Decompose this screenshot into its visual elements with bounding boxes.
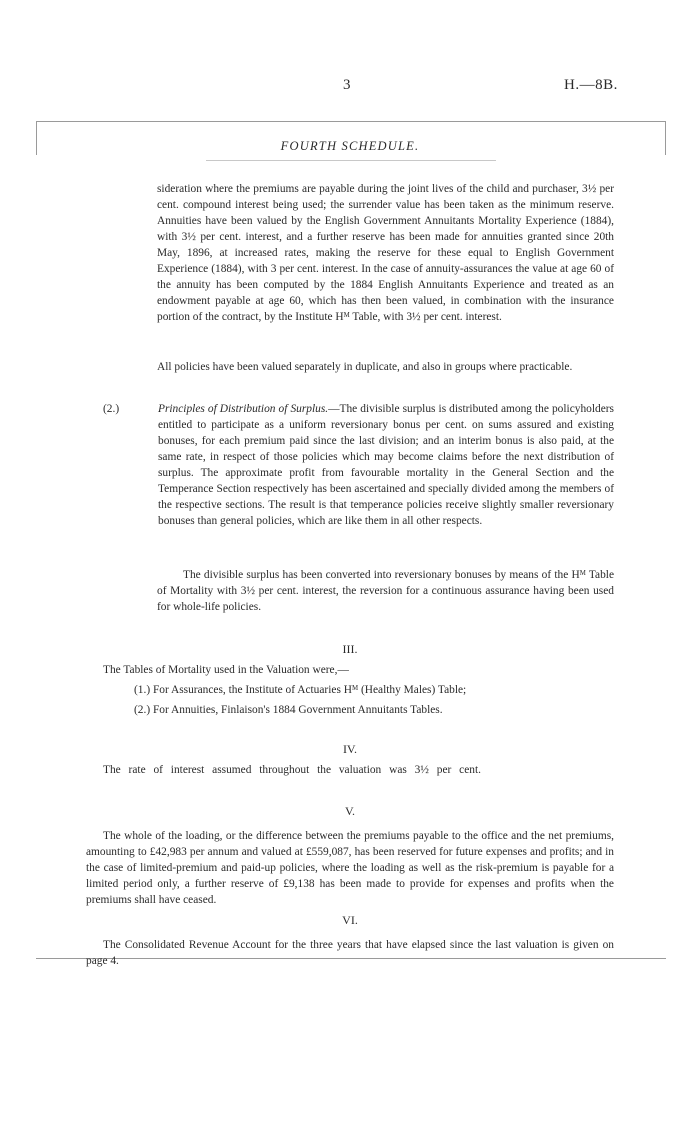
section-2-heading: Principles of Distribution of Surplus. [158, 403, 329, 415]
revenue-account-paragraph [86, 937, 614, 969]
bonus-conversion-text: The divisible surplus has been converted into reversionary bonuses by means of the Hᴹ Table of Mortality with 3½ per cent. interest, the reversion for a continuous assurance having been used for whole-life policies. [157, 569, 614, 613]
section-2-paragraph-2 [157, 567, 614, 615]
revenue-account-text: The Consolidated Revenue Account for the three years that have elapsed since the last valuation is given on page 4. [86, 939, 614, 967]
section-V-heading: V. [344, 804, 356, 818]
mortality-table-item-1: (1.) For Assurances, the Institute of Actuaries Hᴹ (Healthy Males) Table; [134, 684, 467, 696]
interest-rate-text: The rate of interest assumed throughout the valuation was 3½ per cent. [103, 764, 481, 776]
schedule-title: FOURTH SCHEDULE. [280, 139, 420, 153]
mortality-table-item-2: (2.) For Annuities, Finlaison's 1884 Government Annuitants Tables. [134, 704, 443, 716]
section-2-body [158, 375, 614, 529]
title-divider [206, 160, 496, 161]
loading-paragraph [86, 828, 614, 908]
section-2-label: (2.) [103, 403, 120, 415]
section-2-distribution [103, 375, 614, 529]
policies-paragraph [118, 359, 614, 375]
mortality-tables-intro: The Tables of Mortality used in the Valuation were,— [103, 664, 349, 676]
section-2-paragraph [158, 401, 614, 529]
page-number: 3 [343, 77, 351, 93]
valuation-paragraph-continued: sideration where the premiums are payable during the joint lives of the child and purchaser, 3½ per cent. compound interest being used; the surrender value has been taken as the minimum reserve. Annuities have been valued by the English Government Annuitants Mortality Experience (1884), with 3½ per cent. interest, and a further reserve has been made for annuities granted since 20th May, 1896, at increased rates, making the reserve for these equal to English Government Experience (1884), with 3 per cent. interest. In the case of annuity-assurances the value at age 60 of the annuity has been computed by the 1884 English Annuitants Experience and treated as an endowment payable at age 60, which has then been valued, in combination with the insurance portion of the contract, by the Institute Hᴹ Table, with 3½ per cent. interest. [157, 183, 614, 323]
section-2-text: —The divisible surplus is distributed among the policyholders entitled to participate as a uniform reversionary bonus per cent. on sums assured and existing bonuses, for each premium paid since the last division; and an interim bonus is also paid, at the same rate, in respect of those policies which may become claims before the next distribution of surplus. The approximate profit from favourable mortality in the General Section and the Temperance Section respectively has been ascertained and specially divided among the members of the respective sections. The result is that temperance policies receive slightly smaller reversionary bonuses than general policies, which are like them in all other respects. [158, 403, 614, 527]
section-IV-heading: IV. [342, 742, 358, 756]
section-III-heading: III. [342, 642, 358, 656]
loading-text: The whole of the loading, or the difference between the premiums payable to the office and the net premiums, amounting to £42,983 per annum and valued at £559,087, has been reserved for future expenses and profits; and in the case of limited-premium and paid-up policies, where the loading as well as the risk-premium is payable for a limited period only, a further reserve of £9,138 has been made to provide for expenses and profits when the premiums shall have ceased. [86, 830, 614, 906]
document-reference: H.—8B. [564, 77, 618, 93]
section-VI-heading: VI. [342, 913, 358, 927]
policies-text: All policies have been valued separately in duplicate, and also in groups where practicable. [157, 361, 573, 373]
